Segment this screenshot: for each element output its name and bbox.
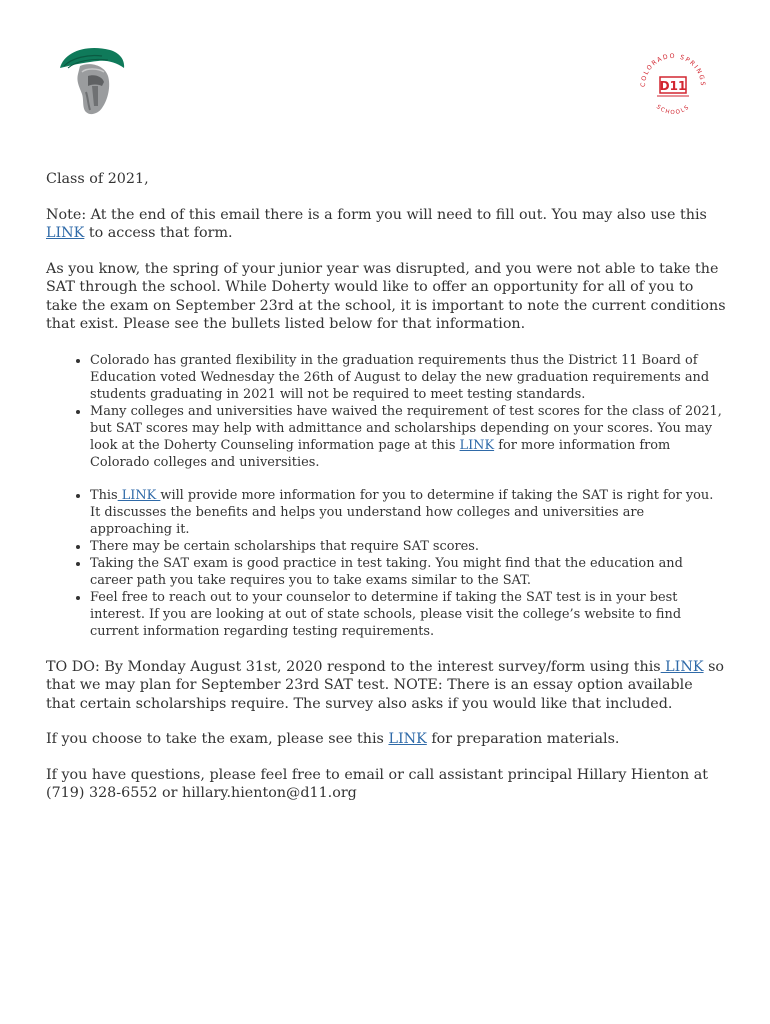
note-text-end: to access that form. (84, 225, 233, 241)
bullet-list-conditions (46, 352, 726, 471)
logo-center-text: D11 (659, 79, 687, 93)
todo-paragraph (46, 658, 726, 714)
list-item: • Taking the SAT exam is good practice in test taking. You might find that the education and career path you take requires you to take exams similar to the SAT. (90, 555, 726, 589)
note-paragraph (46, 206, 726, 243)
logo-ring-text: COLORADO SPRINGS (639, 52, 707, 88)
contact-paragraph: If you have questions, please feel free to email or call assistant principal Hillary Hienton at (719) 328-6552 or hillary.hienton@d11.org (46, 766, 709, 801)
list-item: • There may be certain scholarships that require SAT scores. (90, 538, 726, 555)
todo-text-end: so that we may plan for September 23rd SAT test. NOTE: There is an essay option available that certain scholarships require. The survey also asks if you would like that included. (46, 658, 725, 712)
bullet-list-considerations (46, 487, 726, 640)
survey-link[interactable]: LINK (660, 658, 704, 675)
sat-info-link[interactable]: LINK (117, 487, 161, 503)
prep-text-end: for preparation materials. (426, 731, 620, 747)
prep-materials-link[interactable]: LINK (388, 731, 427, 747)
list-item-text: Many colleges and universities have waived the requirement of test scores for the class of 2021, but SAT scores may help with admittance and scholarships depending on your scores. You may look at the Doherty Counseling information page at this (90, 403, 722, 453)
list-item-text-end: will provide more information for you to determine if taking the SAT is right for you. It discusses the benefits and helps you understand how colleges and universities are approaching it. (90, 487, 714, 537)
greeting: Class of 2021, (46, 171, 149, 187)
counseling-page-link[interactable]: LINK (459, 437, 495, 453)
list-item-text-end: for more information from Colorado colleges and universities. (90, 437, 671, 470)
todo-text: TO DO: By Monday August 31st, 2020 respond to the interest survey/form using this (46, 658, 661, 675)
svg-text:SCHOOLS (655, 104, 691, 116)
intro-paragraph: As you know, the spring of your junior year was disrupted, and you were not able to take the SAT through the school. While Doherty would like to offer an opportunity for all of you to take the exam on September 23rd at the school, it is important to note the current conditions that exist. Please see the bullets listed below for that information. (46, 260, 726, 332)
spartan-helmet-logo (58, 46, 126, 118)
prep-text: If you choose to take the exam, please see this (46, 731, 389, 747)
list-item (90, 403, 726, 471)
list-item: • Colorado has granted flexibility in the graduation requirements thus the District 11 Board of Education voted Wednesday the 26th of August to delay the new graduation requirements and students graduating in 2021 will not be required to meet testing standards. (90, 352, 726, 403)
form-link[interactable]: LINK (46, 225, 85, 241)
letter-body (46, 170, 726, 803)
list-item (90, 487, 726, 538)
list-item-text: This (90, 487, 118, 503)
note-text: Note: At the end of this email there is a form you will need to fill out. You may also use this (46, 206, 707, 223)
list-item: • Feel free to reach out to your counselor to determine if taking the SAT test is in your best interest. If you are looking at out of state schools, please visit the college’s website to find current information regarding testing requirements. (90, 589, 726, 640)
d11-district-logo (635, 48, 711, 124)
prep-paragraph (46, 730, 726, 749)
logo-ring-bottom-text: SCHOOLS (654, 104, 692, 117)
